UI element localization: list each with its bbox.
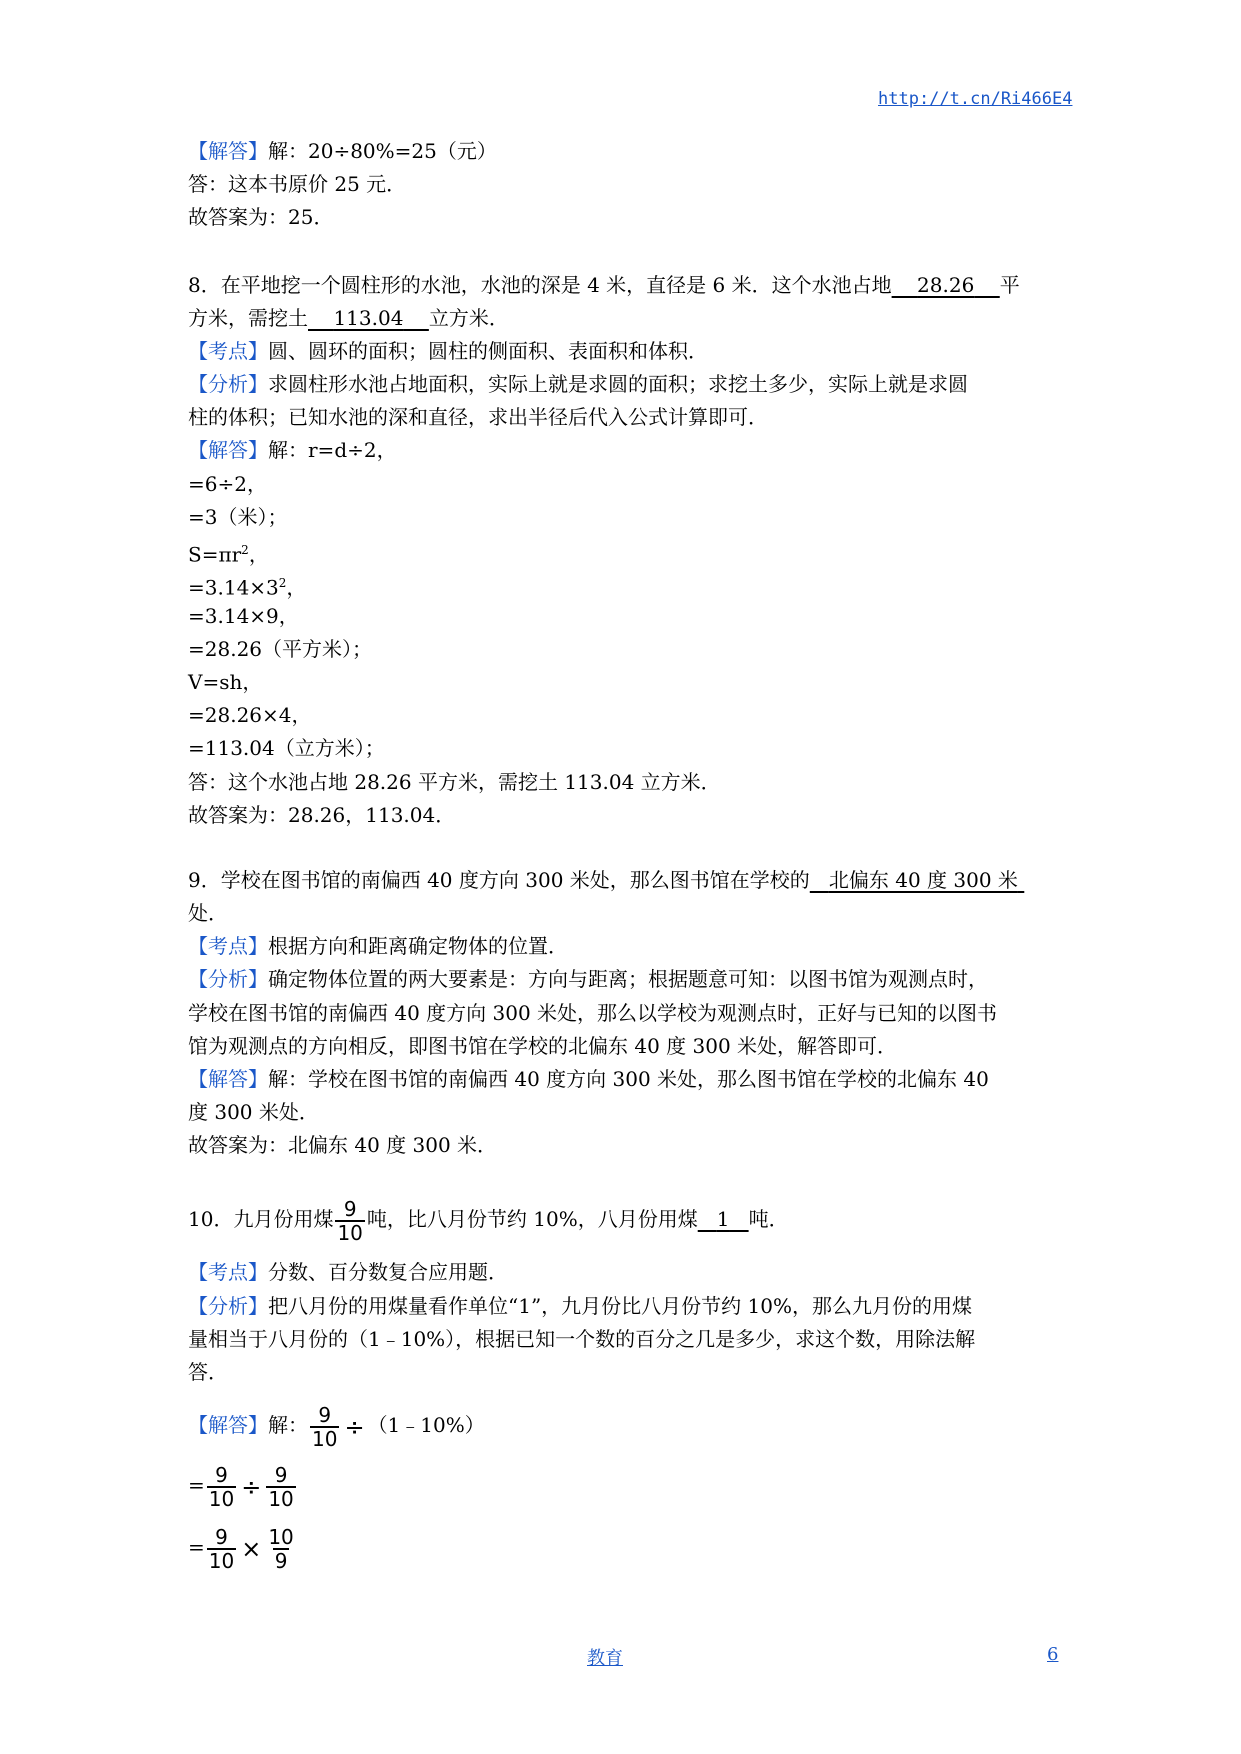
q8-solution-step: V=sh， [188, 670, 263, 694]
divide-sign: ÷ [344, 1412, 365, 1441]
q9-blank: 北偏东 40 度 300 米 [828, 868, 1018, 892]
q8-solution-step: =3（米）； [188, 505, 288, 529]
q7-final: 故答案为：25． [188, 205, 334, 229]
q8-answer: 答：这个水池占地 28.26 平方米，需挖土 113.04 立方米． [188, 770, 721, 794]
q10-point: 【考点】分数、百分数复合应用题． [188, 1260, 508, 1284]
answer-tag: 【解答】 [188, 1413, 268, 1437]
point-tag: 【考点】 [188, 934, 268, 958]
point-tag: 【考点】 [188, 1260, 268, 1284]
multiply-sign: × [241, 1534, 262, 1563]
q10-blank: 1 [716, 1207, 730, 1231]
q9-solution-line2: 度 300 米处． [188, 1100, 319, 1124]
q10-analysis-line2: 量相当于八月份的（1﹣10%），根据已知一个数的百分之几是多少，求这个数，用除法解 [188, 1327, 976, 1351]
page-number[interactable]: 6 [1047, 1644, 1059, 1665]
fraction: $\frac{10}{9}$ [268, 1524, 294, 1573]
q9-solution-line1: 【解答】解：学校在图书馆的南偏西 40 度方向 300 米处，那么图书馆在学校的北偏东 40 [188, 1067, 989, 1091]
q10-solution-line2: = $\frac{9}{10}$ ÷ $\frac{9}{10}$ [188, 1462, 294, 1511]
footer-link[interactable]: 教育 [587, 1648, 623, 1669]
q8-solution-step: =113.04（立方米）； [188, 736, 385, 760]
fraction: $\frac{9}{10}$ [208, 1462, 235, 1511]
analysis-tag: 【分析】 [188, 1294, 268, 1318]
q8-solution-step: $=3.14\times 3^2$， [188, 575, 307, 600]
q8-solution-step: 【解答】解：r=d÷2， [188, 438, 397, 462]
answer-tag: 【解答】 [188, 139, 268, 163]
q7-answer: 答：这本书原价 25 元． [188, 172, 407, 196]
q7-solution: 【解答】解：20÷80%=25（元） [188, 139, 497, 163]
q10-solution-line3: = $\frac{9}{10}$ × $\frac{10}{9}$ [188, 1524, 294, 1573]
q9-point: 【考点】根据方向和距离确定物体的位置． [188, 934, 568, 958]
q8-solution-step: $S=\pi r^2$， [188, 542, 269, 567]
q9-analysis-line1: 【分析】确定物体位置的两大要素是：方向与距离；根据题意可知：以图书馆为观测点时， [188, 967, 988, 991]
q8-question-line2: 方米，需挖土 113.04 立方米． [188, 306, 509, 330]
q8-analysis-line1: 【分析】求圆柱形水池占地面积，实际上就是求圆的面积；求挖土多少，实际上就是求圆 [188, 372, 968, 396]
q8-solution-step: =28.26×4， [188, 703, 312, 727]
q10-analysis-line1: 【分析】把八月份的用煤量看作单位“1”，九月份比八月份节约 10%，那么九月份的用煤 [188, 1294, 972, 1318]
answer-tag: 【解答】 [188, 1067, 268, 1091]
analysis-tag: 【分析】 [188, 967, 268, 991]
q8-solution-step: =6÷2， [188, 472, 267, 496]
q8-question-line1: 8．在平地挖一个圆柱形的水池，水池的深是 4 米，直径是 6 米．这个水池占地 28.26 平 [188, 273, 1020, 297]
q8-solution-step: =28.26（平方米）； [188, 637, 373, 661]
q9-final: 故答案为：北偏东 40 度 300 米． [188, 1133, 498, 1157]
q10-solution-line1: 【解答】解： $\frac{9}{10}$ ÷ （1﹣10%） [188, 1402, 485, 1451]
answer-tag: 【解答】 [188, 438, 268, 462]
divide-sign: ÷ [241, 1472, 262, 1501]
fraction: $\frac{9}{10}$ [337, 1196, 363, 1245]
q10-question: 10．九月份用煤 $\frac{9}{10}$ 吨，比八月份节约 10%，八月份用煤 1 吨． [188, 1196, 789, 1245]
q8-analysis-line2: 柱的体积；已知水池的深和直径，求出半径后代入公式计算即可． [188, 405, 768, 429]
q10-analysis-line3: 答． [188, 1360, 228, 1384]
q8-final: 故答案为：28.26，113.04． [188, 803, 456, 827]
q9-question-line1: 9．学校在图书馆的南偏西 40 度方向 300 米处，那么图书馆在学校的 北偏东 40 度 300 米 [188, 867, 1024, 893]
q8-blank1: 28.26 [917, 273, 975, 297]
q9-analysis-line2: 学校在图书馆的南偏西 40 度方向 300 米处，那么以学校为观测点时，正好与已知的以图书 [188, 1001, 998, 1025]
q8-point: 【考点】圆、圆环的面积；圆柱的侧面积、表面积和体积． [188, 339, 708, 363]
q8-solution-step: =3.14×9， [188, 604, 299, 628]
point-tag: 【考点】 [188, 339, 268, 363]
fraction: $\frac{9}{10}$ [268, 1462, 294, 1511]
fraction: $\frac{9}{10}$ [208, 1524, 235, 1573]
header-url-link[interactable]: http://t.cn/Ri466E4 [878, 89, 1073, 109]
q9-question-line2: 处． [188, 901, 228, 925]
q8-blank2: 113.04 [333, 306, 404, 330]
fraction: $\frac{9}{10}$ [312, 1402, 338, 1451]
analysis-tag: 【分析】 [188, 372, 268, 396]
q9-analysis-line3: 馆为观测点的方向相反，即图书馆在学校的北偏东 40 度 300 米处，解答即可． [188, 1034, 898, 1058]
